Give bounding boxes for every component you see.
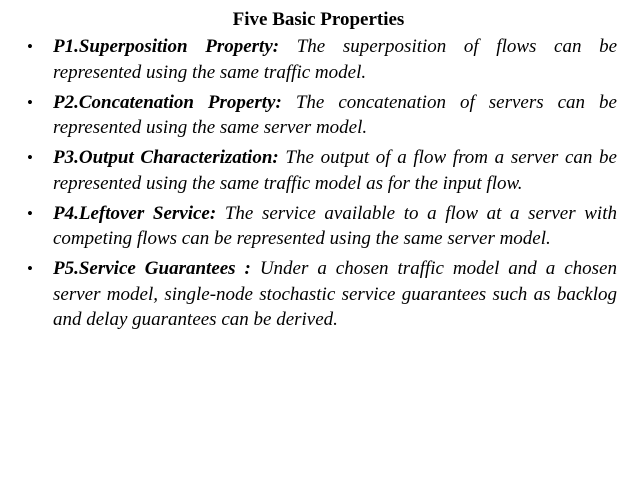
property-description: Under a chosen traffic model and a chosen server model, single-node stochastic service guarantees such as backlog and delay guarantees can be derived. xyxy=(53,258,617,330)
property-name: P1.Superposition Property: xyxy=(53,36,297,57)
list-item-p5 xyxy=(27,256,617,333)
property-description: The superposition of flows can be represented using the same traffic model. xyxy=(53,36,617,83)
property-description: The output of a flow from a server can be represented using the same traffic model as for the input flow. xyxy=(53,147,617,194)
list-item-p4 xyxy=(27,201,617,252)
property-name: P3.Output Characterization: xyxy=(53,147,286,168)
property-description: The concatenation of servers can be represented using the same server model. xyxy=(53,91,617,138)
bullet-icon: • xyxy=(27,148,33,167)
list-item-p3 xyxy=(27,145,617,196)
list-item-p1 xyxy=(27,34,617,85)
property-description: The service available to a flow at a server with competing flows can be represented using the same server model. xyxy=(53,202,617,249)
bullet-icon: • xyxy=(27,259,33,278)
bullet-icon: • xyxy=(27,37,33,56)
properties-list xyxy=(27,34,617,337)
property-name: P2.Concatenation Property: xyxy=(53,91,296,113)
slide-title: Five Basic Properties xyxy=(232,9,405,30)
property-name: P5.Service Guarantees : xyxy=(53,258,260,279)
bullet-icon: • xyxy=(27,92,33,112)
bullet-icon: • xyxy=(27,203,33,223)
property-name: P4.Leftover Service: xyxy=(53,202,225,224)
list-item-p2 xyxy=(27,90,617,141)
